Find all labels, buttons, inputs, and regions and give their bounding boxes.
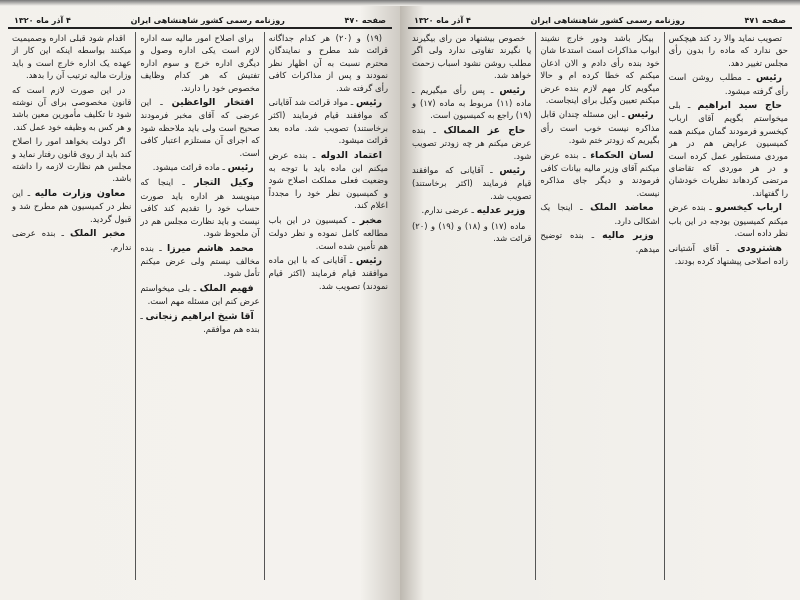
paragraph-text: ـ بلی میخواستم عرض کنم این مسئله مهم است. (140, 282, 260, 307)
speaker-name: رئیس (356, 254, 383, 266)
paragraph-text: بیکار باشد ودور خارج نشیند ابواب مذاکرات است استدعا شان خود بنده رأی دادم و الان اذعان میکنم که خطا کرده ام و حالا میگویم کار مهم لازم بنده عرض میکنم تعیین وکیل برای اینجاست. (540, 33, 660, 106)
text-column (135, 32, 263, 580)
speaker-name: مخبر الملک (70, 228, 126, 240)
speaker-name: رئیس (627, 109, 654, 121)
speaker-name: رئیس (356, 97, 383, 109)
paragraph (140, 242, 259, 280)
paragraph-text: ـ این مسئله چندان قابل مذاکره نیست خوب است رأی بگیریم که زودتر ختم شود. (540, 109, 660, 146)
paragraph (540, 149, 659, 200)
newspaper-title: روزنامه رسمی کشور شاهنشاهی ایران (530, 16, 685, 25)
paragraph-text: ـ بلی میخواستم بگویم آقای ارباب کیخسرو فرمودند گمان میکنم همه کمیسیون عرایض هم در هر موردی مستطور عمل کرده است و در هر موردی که تقاضای مرتضی کردهاند نظریات خودشان را گفتهاند. (668, 100, 788, 198)
speaker-name: اعتماد الدوله (320, 149, 382, 161)
paragraph-text: ـ بنده عرض میکنم کمیسیون بودجه در این باب نظر داده است. (668, 202, 788, 239)
paragraph (140, 310, 259, 336)
right-page (400, 0, 800, 600)
paragraph (140, 161, 259, 174)
paragraph (412, 164, 531, 202)
speaker-name: معاضد الملک (590, 202, 654, 214)
newspaper-title: روزنامه رسمی کشور شاهنشاهی ایران (130, 16, 285, 25)
speaker-name: فهیم الملک (199, 282, 254, 294)
speaker-name: وزیر مالیه (602, 230, 654, 242)
paragraph (412, 32, 531, 82)
paragraph-text: ـ پس رأی میگیریم ـ ماده (۱۱) مربوط به ماده (۱۷) و (۱۹) راجع به کمیسیون است. (412, 84, 532, 121)
paragraph (269, 149, 388, 212)
speaker-name: ارباب کیخسرو (715, 202, 782, 214)
paragraph (669, 201, 788, 239)
paragraph-text: خصوص بیشنهاد من رای بیگیرند یا نگیرند تفاوتی ندارد ولی اگر مطلب روشن نشود اسباب زحمت خواهد شد. (412, 33, 532, 81)
page-number: صفحه ۴۷۱ (744, 16, 786, 25)
paragraph (269, 254, 388, 292)
paragraph-text: اگر دولت بخواهد امور را اصلاح کند باید از روی قانون رفتار نماید و مجلس هم نظارت لازمه را داشته باشد. (12, 136, 132, 184)
text-column (664, 32, 792, 580)
speaker-name: محمد هاشم میرزا (167, 242, 254, 254)
paragraph (140, 32, 259, 94)
paragraph (412, 84, 531, 122)
paragraph-text: برای اصلاح امور مالیه سه اداره لازم است یکی اداره وصول و دیگری اداره خرج و سوم اداره تفتیش که هر کدام وظایف مخصوص خود را دارند. (140, 33, 260, 93)
speaker-name: حاج عز الممالک (443, 124, 526, 136)
page-header (408, 16, 792, 29)
speaker-name: هشترودی (737, 242, 782, 254)
paragraph (140, 282, 259, 308)
scan-shadow (0, 0, 400, 6)
speaker-name: معاون وزارت مالیه (34, 187, 126, 199)
paragraph (140, 176, 259, 239)
paragraph-text: ماده (۱۷) و (۱۸) و (۱۹) و (۲۰) قرائت شد. (412, 220, 532, 244)
text-column (408, 32, 535, 580)
paragraph-text: ـ کمیسیون در این باب مطالعه کامل نموده و نظر دولت هم تأمین شده است. (268, 214, 388, 251)
paragraph (12, 227, 131, 253)
paragraph (412, 220, 531, 245)
speaker-name: مخبر (359, 214, 382, 226)
paragraph-text: ـ اینجا یک اشکالی دارد. (540, 202, 660, 226)
paragraph (669, 32, 788, 69)
paragraph-text: ـ مواد قرائت شد آقایانی که موافقند قیام فرمایند (اکثر برخاستند) تصویب شد. ماده بعد قرائت میشود. (268, 97, 388, 146)
speaker-name: رئیس (227, 162, 254, 174)
paragraph (540, 108, 659, 146)
speaker-name: حاج سید ابراهیم (697, 100, 782, 112)
paragraph-text: اقدام شود قبلی اداره وصمیمیت میکنند بواسطه اینکه این کار از عهده یک اداره خارج است و باید وزارت مالیه ترتیب آن را بدهد. (12, 33, 132, 81)
page-date: ۴ آذر ماه ۱۳۲۰ (414, 16, 471, 25)
paragraph (12, 32, 131, 82)
text-column (264, 32, 392, 580)
paragraph (669, 71, 788, 97)
paragraph-text: ـ ماده قرائت میشود. (152, 162, 225, 173)
paragraph (540, 229, 659, 255)
speaker-name: لسان الحکماء (590, 149, 654, 161)
paragraph-text: ـ آقایانی که با این ماده موافقند قیام فرمایند (اکثر قیام نمودند) تصویب شد. (268, 254, 388, 291)
speaker-name: رئیس (499, 84, 526, 96)
paragraph (540, 32, 659, 106)
paragraph (669, 242, 788, 268)
page-number: صفحه ۴۷۰ (344, 16, 386, 25)
paragraph (12, 135, 131, 185)
paragraph-text: ـ بنده عرضی ندارم. (12, 228, 132, 252)
speaker-name: رئیس (499, 165, 526, 177)
paragraph-text: ـ بنده عرض میکنم این ماده باید با توجه به وضعیت فعلی مملکت اصلاح شود و کمیسیون نظر خود را مجدداً اعلام کند. (268, 149, 388, 211)
paragraph-text: ـ این عرضی که آقای مخبر فرمودند صحیح است ولی باید ملاحظه شود که اجرای آن مستلزم اعتبار کافی است. (140, 97, 260, 158)
paragraph-text: ـ مطلب روشن است رأی گرفته میشود. (668, 72, 788, 96)
speaker-name: رئیس (756, 72, 782, 84)
speaker-name: آقا شیخ ابراهیم زنجانی (145, 310, 254, 322)
paragraph (412, 204, 531, 217)
paragraph-text: (۱۹) و (۲۰) هر کدام جداگانه قرائت شد مطرح و نمایندگان محترم نسبت به آن اظهار نظر نمودند و پس از مذاکرات کافی رأی گرفته شد. (268, 33, 388, 93)
text-columns (8, 32, 392, 580)
paragraph-text: ـ عرضی ندارم. (421, 205, 474, 216)
paragraph-text: ـ بنده عرض میکنم هر چه زودتر تصویب شود. (412, 124, 532, 161)
paragraph-text: ـ اینجا که مینویسد هر اداره باید صورت حساب خود را تقدیم کند کافی نیست و باید نظارت مجلس هم در آن ملحوظ شود. (140, 177, 260, 239)
paragraph-text: ـ بنده توضیح میدهم. (540, 230, 660, 254)
paragraph (540, 201, 659, 227)
paragraph-text: ـ بنده مخالف نیستم ولی عرض میکنم تأمل شود. (140, 242, 260, 279)
paragraph (12, 84, 131, 134)
paragraph-text: ـ بنده عرض میکنم آقای وزیر مالیه بیانات کافی فرمودند و دیگر جای مذاکره نیست. (540, 149, 660, 198)
paragraph (12, 187, 131, 225)
paragraph-text: ـ این نظر در کمیسیون هم مطرح شد و قبول گردید. (12, 187, 132, 224)
paragraph (269, 32, 388, 94)
scan-shadow (400, 0, 800, 6)
speaker-name: افتخار الواعظین (171, 97, 254, 109)
paragraph-text: تصویب نماید والا رد کند هیچکس حق ندارد که ماده را بدون رأی مجلس تغییر دهد. (668, 33, 788, 68)
paragraph-text: در این صورت لازم است که قانون مخصوصی برای آن نوشته شود تا تکلیف مأمورین معین باشد و هر کس به وظیفه خود عمل کند. (12, 84, 132, 132)
text-column (8, 32, 135, 580)
page-header (8, 16, 392, 29)
paragraph-text: ـ آقایانی که موافقند قیام فرمایند (اکثر برخاستند) تصویب شد. (412, 165, 532, 201)
paragraph (269, 214, 388, 252)
paragraph (412, 124, 531, 162)
text-columns (408, 32, 792, 580)
text-column (535, 32, 663, 580)
speaker-name: وزیر عدلیه (476, 205, 526, 217)
speaker-name: وکیل التجار (194, 177, 254, 189)
paragraph-text: ـ بنده هم موافقم. (140, 310, 260, 334)
paragraph (669, 99, 788, 199)
paragraph-text: ـ آقای آشتیانی زاده اصلاحی پیشنهاد کرده بودند. (668, 242, 788, 266)
paragraph (269, 96, 388, 147)
page-date: ۴ آذر ماه ۱۳۲۰ (14, 16, 71, 25)
paragraph (140, 96, 259, 159)
